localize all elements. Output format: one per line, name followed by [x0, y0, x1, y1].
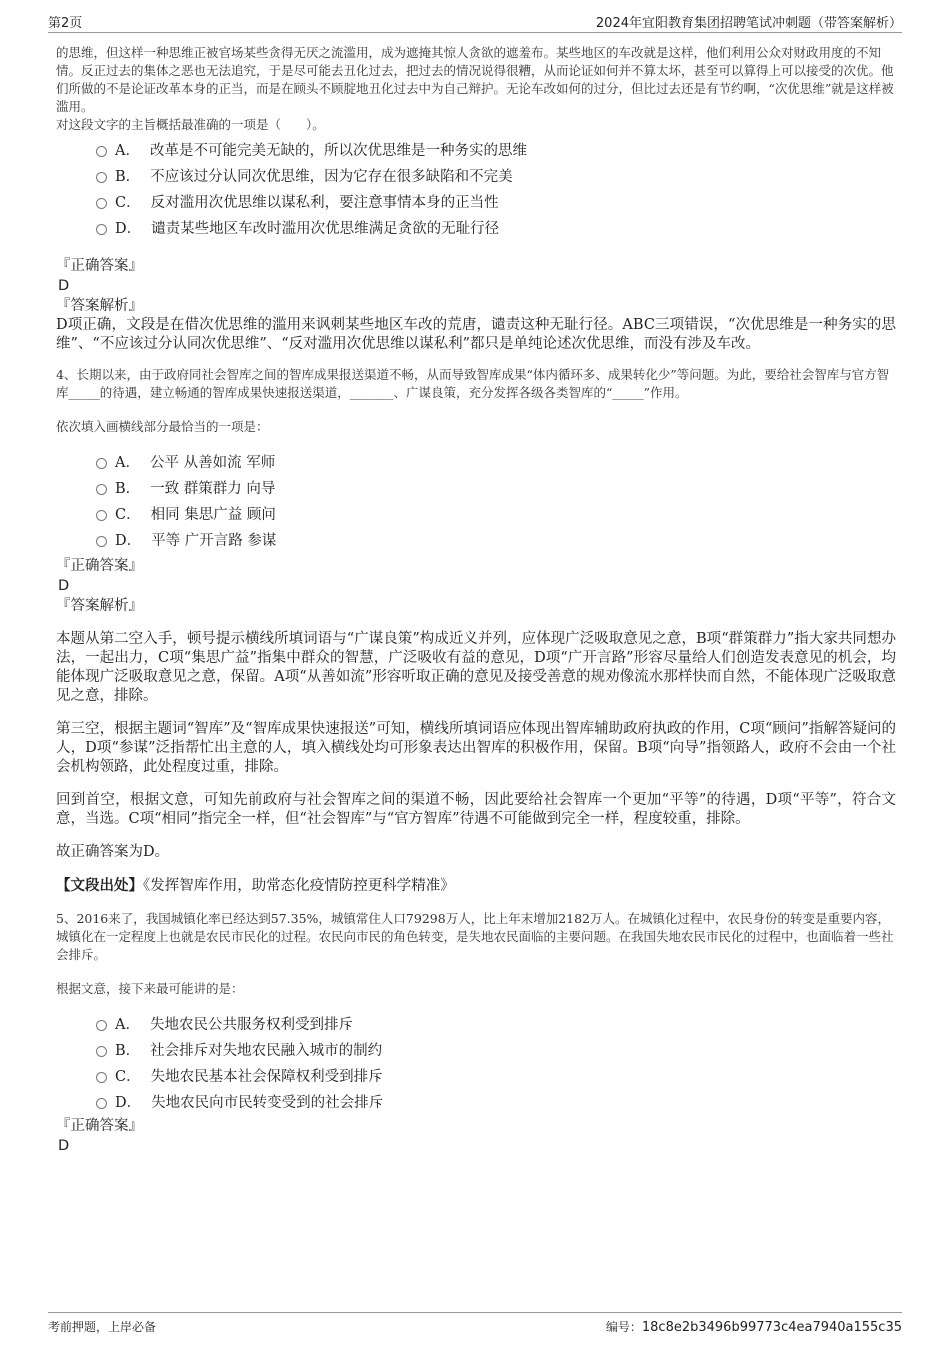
radio-icon[interactable] — [96, 172, 107, 183]
radio-icon[interactable] — [96, 458, 107, 469]
document-code: 编号：18c8e2b3496b99773c4ea7940a155c35 — [605, 1320, 902, 1335]
q4-answer-heading: 『正确答案』 — [56, 558, 143, 574]
q3-options — [96, 136, 896, 240]
q4-option-a[interactable]: A． 公平 从善如流 军师 — [96, 448, 896, 474]
q4-analysis-para-1: 本题从第二空入手，顿号提示横线所填词语与“广谋良策”构成近义并列，应体现广泛吸取意见之意，B项“群策群力”指大家共同想办法，一起出力，C项“集思广益”指集中群众的智慧，广泛吸收有益的意见，D项“广开言路”形容尽量给人们创造发表意见的机会，均能体现广泛吸取意见之意，保留。A项“从善如流”形容听取正确的意见及接受善意的规劝像流水那样快而自然，不能体现广泛吸取意见之意，排除。 — [56, 631, 896, 704]
radio-icon[interactable] — [96, 510, 107, 521]
q5-prompt: 根据文意，接下来最可能讲的是： — [56, 981, 244, 996]
q4-prompt: 依次填入画横线部分最恰当的一项是： — [56, 419, 269, 434]
q4-analysis-para-3: 回到首空，根据文意，可知先前政府与社会智库之间的渠道不畅，因此要给社会智库一个更加“平等”的待遇，D项“平等”，符合文意，当选。C项“相同”指完全一样，但“社会智库”与“官方智库”待遇不可能做到完全一样，程度较重，排除。 — [56, 792, 896, 827]
q4-option-d[interactable]: D． 平等 广开言路 参谋 — [96, 526, 896, 552]
radio-icon[interactable] — [96, 1020, 107, 1031]
q5-answer-heading: 『正确答案』 — [56, 1118, 143, 1134]
radio-icon[interactable] — [96, 224, 107, 235]
q3-answer: D — [58, 278, 70, 294]
q4-answer: D — [58, 578, 70, 594]
q3-passage: 的思维，但这样一种思维正被官场某些贪得无厌之流滥用，成为遮掩其惊人贪欲的遮羞布。某些地区的车改就是这样，他们利用公众对财政用度的不知情。反正过去的集体之恶也无法追究，于是尽可能去丑化过去，把过去的情况说得很糟，从而论证如何并不算太坏，甚至可以算得上可以接受的次优。他们所做的不是论证改革本身的正当，而是在顾头不顾腚地丑化过去中为自己辩护。无论车改如何的过分，但比过去还是有节约啊，“次优思维”就是这样被滥用。 — [56, 45, 894, 114]
radio-icon[interactable] — [96, 146, 107, 157]
radio-icon[interactable] — [96, 1072, 107, 1083]
question-5 — [56, 910, 896, 1156]
page-footer — [48, 1312, 902, 1337]
question-4 — [56, 366, 896, 896]
q4-options — [96, 448, 896, 552]
q3-analysis: D项正确，文段是在借次优思维的滥用来讽刺某些地区车改的荒唐，谴责这种无耻行径。ABC三项错误，“次优思维是一种务实的思维”、“不应该过分认同次优思维”、“反对滥用次优思维以谋私利”都只是单纯论述次优思维，而没有涉及车改。 — [56, 317, 896, 352]
q4-source-text: 《发挥智库作用，助常态化疫情防控更科学精准》 — [143, 878, 455, 894]
q5-stem: 5、2016来了，我国城镇化率已经达到57.35%，城镇常住人口79298万人，比上年末增加2182万人。在城镇化过程中，农民身份的转变是重要内容，城镇化在一定程度上也就是农民市民化的过程。农民向市民的角色转变，是失地农民面临的主要问题。在我国失地农民市民化的过程中，也面临着一些社会排斥。 — [56, 911, 894, 962]
q5-option-d[interactable]: D． 失地农民向市民转变受到的社会排斥 — [96, 1088, 896, 1114]
q5-answer: D — [58, 1138, 70, 1154]
q4-analysis-heading: 『答案解析』 — [56, 598, 143, 614]
q3-option-b[interactable]: B． 不应该过分认同次优思维，因为它存在很多缺陷和不完美 — [96, 162, 896, 188]
question-3 — [56, 44, 896, 354]
q4-option-b[interactable]: B． 一致 群策群力 向导 — [96, 474, 896, 500]
radio-icon[interactable] — [96, 1098, 107, 1109]
document-title: 2024年宜阳教育集团招聘笔试冲刺题（带答案解析） — [595, 16, 902, 31]
q5-option-b[interactable]: B． 社会排斥对失地农民融入城市的制约 — [96, 1036, 896, 1062]
page-header — [48, 10, 902, 33]
q3-question: 对这段文字的主旨概括最准确的一项是（ ）。 — [56, 117, 325, 132]
q4-analysis-para-4: 故正确答案为D。 — [56, 844, 170, 860]
page-content — [56, 44, 896, 1156]
q4-source-label: 【文段出处】 — [56, 877, 143, 894]
q4-analysis-para-2: 第三空，根据主题词“智库”及“智库成果快速报送”可知，横线所填词语应体现出智库辅助政府执政的作用，C项“顾问”指解答疑问的人，D项“参谋”泛指帮忙出主意的人，填入横线处均可形象表达出智库的积极作用，保留。B项“向导”指领路人，政府不会由一个社会机构领路，此处程度过重，排除。 — [56, 721, 896, 775]
q3-analysis-heading: 『答案解析』 — [56, 298, 143, 314]
q4-option-c[interactable]: C． 相同 集思广益 顾问 — [96, 500, 896, 526]
q5-option-c[interactable]: C． 失地农民基本社会保障权利受到排斥 — [96, 1062, 896, 1088]
q4-source — [56, 876, 896, 896]
radio-icon[interactable] — [96, 536, 107, 547]
q3-option-d[interactable]: D． 谴责某些地区车改时滥用次优思维满足贪欲的无耻行径 — [96, 214, 896, 240]
page-number: 第2页 — [48, 16, 83, 31]
radio-icon[interactable] — [96, 198, 107, 209]
footer-slogan: 考前押题，上岸必备 — [48, 1320, 157, 1334]
q3-option-a[interactable]: A． 改革是不可能完美无缺的，所以次优思维是一种务实的思维 — [96, 136, 896, 162]
q5-option-a[interactable]: A． 失地农民公共服务权利受到排斥 — [96, 1010, 896, 1036]
radio-icon[interactable] — [96, 1046, 107, 1057]
radio-icon[interactable] — [96, 484, 107, 495]
q3-option-c[interactable]: C． 反对滥用次优思维以谋私利，要注意事情本身的正当性 — [96, 188, 896, 214]
q3-answer-heading: 『正确答案』 — [56, 258, 143, 274]
q5-options — [96, 1010, 896, 1114]
q4-stem: 4、长期以来，由于政府同社会智库之间的智库成果报送渠道不畅，从而导致智库成果“体内循环多、成果转化少”等问题。为此，要给社会智库与官方智库_____的待遇，建立畅通的智库成果快速报送渠道，_______、广谋良策，充分发挥各级各类智库的“_____”作用。 — [56, 367, 890, 400]
